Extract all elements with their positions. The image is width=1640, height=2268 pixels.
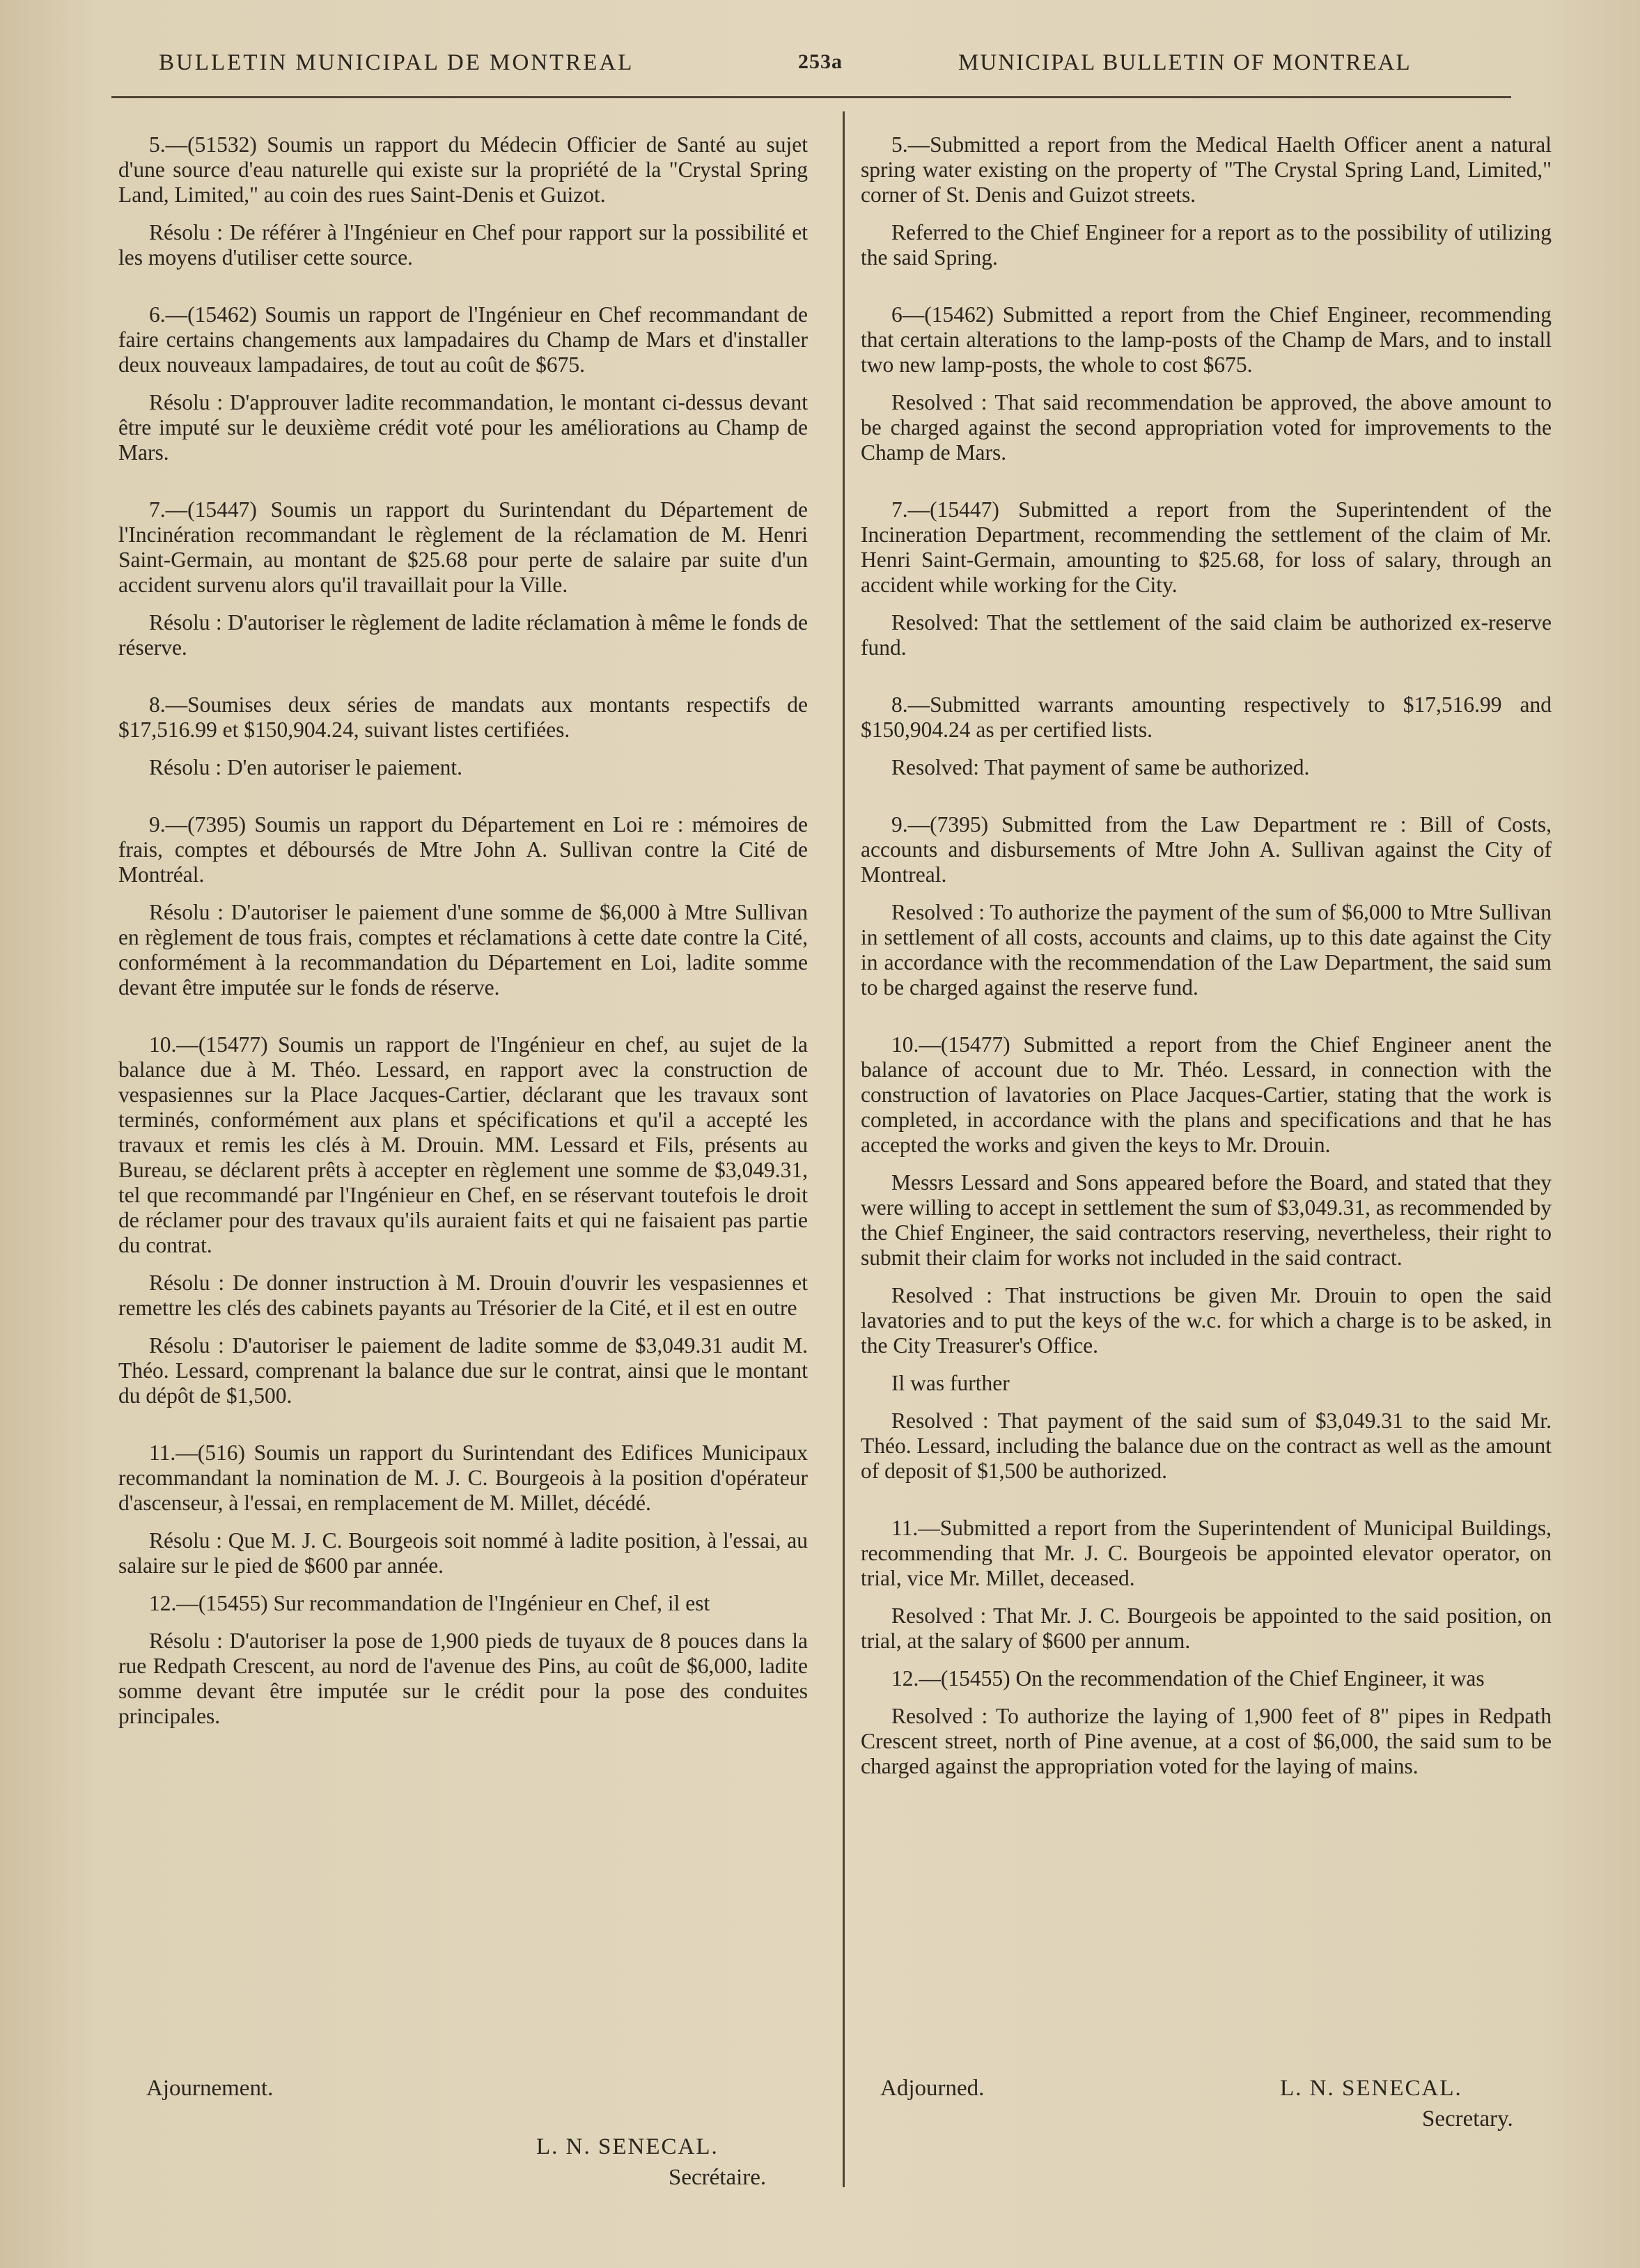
fr-resolution-8: Résolu : D'en autoriser le paiement.	[149, 755, 463, 779]
fr-resolution-9: Résolu : D'autoriser le paiement d'une somme de $6,000 à Mtre Sullivan en règlement de tous frais, comptes et réclamations à cette date contre la Cité, conformément à la recommandation du Département en Loi, ladite somme devant être imputée sur le fonds de réserve.	[118, 900, 808, 1000]
fr-resolution-10a: Résolu : De donner instruction à M. Drouin d'ouvrir les vespasiennes et remettre les clés des cabinets payants au Trésorier de la Cité, et il est en outre	[118, 1271, 808, 1320]
header-french-title: BULLETIN MUNICIPAL DE MONTREAL	[159, 50, 634, 75]
en-item-8: 8.—Submitted warrants amounting respectively to $17,516.99 and $150,904.24 as per certified lists.	[861, 692, 1552, 742]
fr-item-11: 11.—(516) Soumis un rapport du Surintendant des Edifices Municipaux recommandant la nomination de M. J. C. Bourgeois à la position d'opérateur d'ascenseur, à l'essai, en remplacement de M. Millet, décédé.	[118, 1440, 808, 1515]
header-rule	[111, 96, 1511, 98]
en-resolution-7: Resolved: That the settlement of the said claim be authorized ex-reserve fund.	[861, 610, 1552, 660]
french-signatory-role: Secrétaire.	[669, 2165, 767, 2190]
fr-item-9: 9.—(7395) Soumis un rapport du Département en Loi re : mémoires de frais, comptes et déboursés de Mtre John A. Sullivan contre la Cité de Montréal.	[118, 812, 808, 887]
en-item-12: 12.—(15455) On the recommendation of the Chief Engineer, it was	[891, 1666, 1485, 1691]
fr-resolution-12: Résolu : D'autoriser la pose de 1,900 pieds de tuyaux de 8 pouces dans la rue Redpath Crescent, au nord de l'avenue des Pins, au coût de $6,000, ladite somme devant être imputée sur le crédit pour la pose des conduites principales.	[118, 1629, 808, 1728]
fr-resolution-7: Résolu : D'autoriser le règlement de ladite réclamation à même le fonds de réserve.	[118, 610, 808, 660]
english-column	[861, 132, 1552, 1792]
french-signatory-name: L. N. SENECAL.	[536, 2134, 719, 2159]
english-adjournment: Adjourned.	[880, 2076, 985, 2101]
header-english-title: MUNICIPAL BULLETIN OF MONTREAL	[958, 50, 1412, 75]
fr-item-5: 5.—(51532) Soumis un rapport du Médecin Officier de Santé au sujet d'une source d'eau naturelle qui existe sur la propriété de la "Crystal Spring Land, Limited," au coin des rues Saint-Denis et Guizot.	[118, 132, 808, 207]
fr-resolution-11: Résolu : Que M. J. C. Bourgeois soit nommé à ladite position, à l'essai, au salaire sur le pied de $600 par année.	[118, 1528, 808, 1578]
fr-item-7: 7.—(15447) Soumis un rapport du Surintendant du Département de l'Incinération recommandant le règlement de la réclamation de M. Henri Saint-Germain, au montant de $25.68 pour perte de salaire par suite d'un accident survenu alors qu'il travaillait pour la Ville.	[118, 497, 808, 597]
en-resolution-10b: Resolved : That payment of the said sum of $3,049.31 to the said Mr. Théo. Lessard, including the balance due on the contract as well as the amount of deposit of $1,500 be authorized.	[861, 1408, 1552, 1483]
en-resolution-5: Referred to the Chief Engineer for a report as to the possibility of utilizing the said Spring.	[861, 220, 1552, 270]
fr-item-12: 12.—(15455) Sur recommandation de l'Ingénieur en Chef, il est	[149, 1591, 710, 1615]
fr-item-6: 6.—(15462) Soumis un rapport de l'Ingénieur en Chef recommandant de faire certains changements aux lampadaires du Champ de Mars et d'installer deux nouveaux lampadaires, de tout au coût de $675.	[118, 302, 808, 377]
en-resolution-8: Resolved: That payment of same be authorized.	[891, 755, 1310, 779]
english-signatory-role: Secretary.	[1422, 2106, 1513, 2131]
fr-resolution-5: Résolu : De référer à l'Ingénieur en Chef pour rapport sur la possibilité et les moyens d'utiliser cette source.	[118, 220, 808, 270]
fr-resolution-6: Résolu : D'approuver ladite recommandation, le montant ci-dessus devant être imputé sur le deuxième crédit voté pour les améliorations au Champ de Mars.	[118, 390, 808, 465]
en-item-5: 5.—Submitted a report from the Medical Haelth Officer anent a natural spring water existing on the property of "The Crystal Spring Land, Limited," corner of St. Denis and Guizot streets.	[861, 132, 1552, 207]
fr-item-10: 10.—(15477) Soumis un rapport de l'Ingénieur en chef, au sujet de la balance due à M. Théo. Lessard, en rapport avec la construction de vespasiennes sur la Place Jacques-Cartier, déclarant que les travaux sont terminés, conformément aux plans et spécifications et qu'il a accepté les travaux et remis les clés à M. Drouin. MM. Lessard et Fils, présents au Bureau, se déclarent prêts à accepter en règlement une somme de $3,049.31, tel que recommandé par l'Ingénieur en Chef, en se réservant toutefois le droit de réclamer pour des travaux qu'ils auraient faits et qui ne faisaient pas partie du contrat.	[118, 1032, 808, 1257]
column-divider	[843, 111, 845, 2187]
en-item-7: 7.—(15447) Submitted a report from the Superintendent of the Incineration Department, recommending the settlement of the claim of Mr. Henri Saint-Germain, amounting to $25.68, for loss of salary, through an accident while working for the City.	[861, 497, 1552, 597]
french-adjournment: Ajournement.	[146, 2076, 274, 2101]
en-item-10-statement: Messrs Lessard and Sons appeared before the Board, and stated that they were willing to accept in settlement the sum of $3,049.31, as recommended by the Chief Engineer, the said contractors reserving, nevertheless, their right to submit their claim for works not included in the said contract.	[861, 1170, 1552, 1270]
en-item-9: 9.—(7395) Submitted from the Law Department re : Bill of Costs, accounts and disbursements of Mtre John A. Sullivan against the City of Montreal.	[861, 812, 1552, 887]
en-resolution-12: Resolved : To authorize the laying of 1,900 feet of 8" pipes in Redpath Crescent street, north of Pine avenue, at a cost of $6,000, the said sum to be charged against the appropriation voted for the laying of mains.	[861, 1704, 1552, 1778]
en-resolution-10a: Resolved : That instructions be given Mr. Drouin to open the said lavatories and to put the keys of the w.c. for which a charge is to be asked, in the City Treasurer's Office.	[861, 1283, 1552, 1358]
en-resolution-9: Resolved : To authorize the payment of the sum of $6,000 to Mtre Sullivan in settlement of all costs, accounts and claims, up to this date against the City in accordance with the recommendation of the Law Department, the said sum to be charged against the reserve fund.	[861, 900, 1552, 1000]
en-item-10: 10.—(15477) Submitted a report from the Chief Engineer anent the balance of account due to Mr. Théo. Lessard, in connection with the construction of lavatories on Place Jacques-Cartier, stating that the work is completed, in accordance with the plans and specifications and that he has accepted the works and given the keys to Mr. Drouin.	[861, 1032, 1552, 1157]
en-resolution-11: Resolved : That Mr. J. C. Bourgeois be appointed to the said position, on trial, at the salary of $600 per annum.	[861, 1603, 1552, 1653]
en-resolution-6: Resolved : That said recommendation be approved, the above amount to be charged against the second appropriation voted for improvements to the Champ de Mars.	[861, 390, 1552, 465]
en-item-6: 6—(15462) Submitted a report from the Chief Engineer, recommending that certain alterations to the lamp-posts of the Champ de Mars, and to install two new lamp-posts, the whole to cost $675.	[861, 302, 1552, 377]
en-item-11: 11.—Submitted a report from the Superintendent of Municipal Buildings, recommending that Mr. J. C. Bourgeois be appointed elevator operator, on trial, vice Mr. Millet, deceased.	[861, 1516, 1552, 1590]
en-further: Il was further	[891, 1371, 1010, 1395]
page-header	[0, 50, 1640, 92]
fr-resolution-10b: Résolu : D'autoriser le paiement de ladite somme de $3,049.31 audit M. Théo. Lessard, comprenant la balance due sur le contrat, ainsi que le montant du dépôt de $1,500.	[118, 1333, 808, 1408]
french-column	[118, 132, 808, 1741]
english-signatory-name: L. N. SENECAL.	[1280, 2076, 1462, 2101]
page-number: 253a	[798, 50, 843, 73]
fr-item-8: 8.—Soumises deux séries de mandats aux montants respectifs de $17,516.99 et $150,904.24, suivant listes certifiées.	[118, 692, 808, 742]
